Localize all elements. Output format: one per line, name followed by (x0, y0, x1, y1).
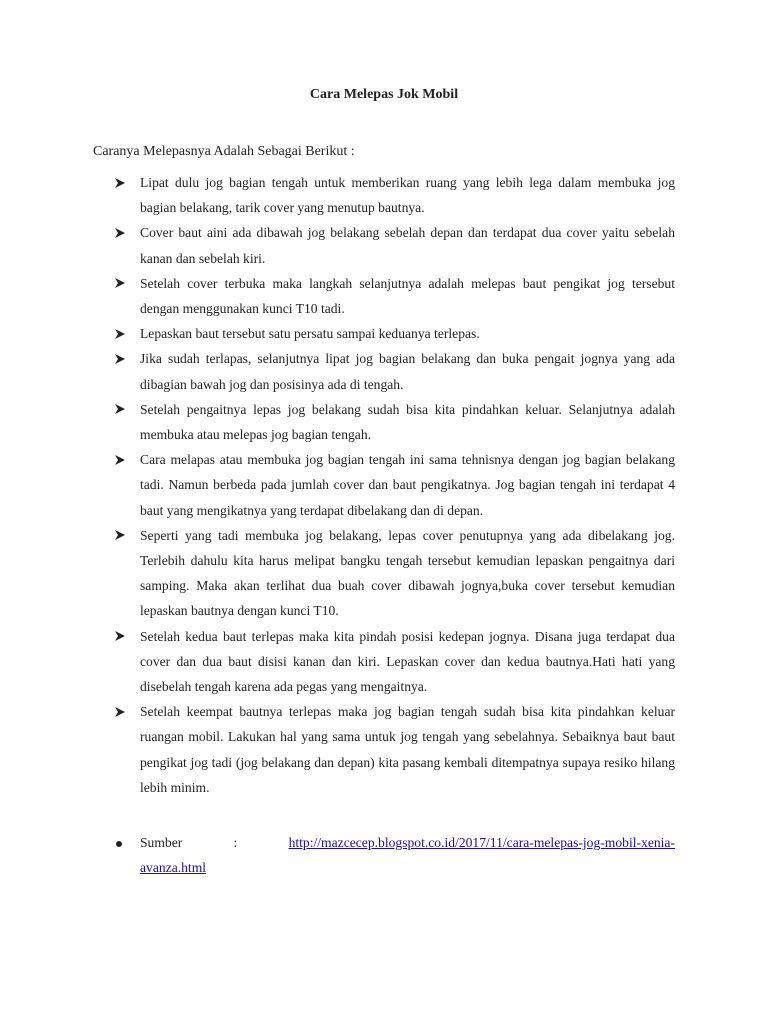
list-item (0, 624, 675, 700)
arrowhead-bullet-icon (114, 397, 128, 422)
step-text: Cara melapas atau membuka jog bagian tengah ini sama tehnisnya dengan jog bagian belakang tadi. Namun berbeda pada jumlah cover dan baut pengikatnya. Jog bagian tengah ini terdapat 4 baut yang mengikatnya yang terdapat dibelakang dan di depan. (140, 452, 675, 518)
arrowhead-bullet-icon (114, 346, 128, 371)
list-item (0, 346, 675, 396)
step-text: Setelah pengaitnya lepas jog belakang sudah bisa kita pindahkan keluar. Selanjutnya adalah membuka atau melepas jog bagian tengah. (140, 401, 675, 443)
list-item (0, 170, 675, 220)
arrowhead-bullet-icon (114, 523, 128, 548)
step-text: Lepaskan baut tersebut satu persatu sampai keduanya terlepas. (140, 326, 480, 342)
step-text: Lipat dulu jog bagian tengah untuk memberikan ruang yang lebih lega dalam membuka jog bagian belakang, tarik cover yang menutup bautnya. (140, 175, 675, 216)
document-title: Cara Melepas Jok Mobil (309, 87, 459, 102)
step-text: Setelah keempat bautnya terlepas maka jog bagian tengah sudah bisa kita pindahkan keluar ruangan mobil. Lakukan hal yang sama untuk jog tengah yang sebelahnya. Sebaiknya baut baut pengikat jog tadi (jog belakang dan depan) kita pasang kembali ditempatnya supaya resiko hilang lebih minim. (140, 704, 675, 795)
list-item (0, 397, 675, 447)
list-item (0, 321, 675, 346)
step-text: Jika sudah terlapas, selanjutnya lipat jog bagian belakang dan buka pengait jognya yang ada dibagian bawah jog dan posisinya ada di tengah. (140, 351, 675, 392)
step-text: Cover baut aini ada dibawah jog belakang sebelah depan dan terdapat dua cover yaitu sebelah kanan dan sebelah kiri. (140, 225, 675, 266)
source-link-continued[interactable]: avanza.html (140, 860, 207, 876)
source-label: Sumber (140, 835, 183, 850)
arrowhead-bullet-icon (114, 220, 128, 245)
list-item (0, 271, 675, 321)
step-text: Seperti yang tadi membuka jog belakang, lepas cover penutupnya yang ada dibelakang jog. Terlebih dahulu kita harus melipat bangku tengah tersebut kemudian lepaskan pengaitnya dari samping. Maka akan terlihat dua buah cover dibawah jognya,buka cover tersebut kemudian lepaskan bautnya dengan kunci T10. (140, 527, 675, 619)
intro-text: Caranya Melepasnya Adalah Sebagai Berikut : (93, 144, 355, 159)
arrowhead-bullet-icon (114, 447, 128, 472)
list-item (0, 699, 675, 800)
arrowhead-bullet-icon (114, 170, 128, 195)
list-item (0, 447, 675, 523)
step-text: Setelah kedua baut terlepas maka kita pindah posisi kedepan jognya. Disana juga terdapat dua cover dan dua baut disisi kanan dan kiri. Lepaskan cover dan kedua bautnya.Hati hati yang disebelah tengah karena ada pegas yang mengaitnya. (140, 628, 675, 695)
list-item (0, 220, 675, 270)
source-text (140, 830, 675, 880)
source-colon: : (233, 835, 238, 850)
round-bullet-icon (116, 841, 122, 847)
arrowhead-bullet-icon (114, 321, 128, 346)
source-link[interactable]: http://mazcecep.blogspot.co.id/2017/11/cara-melepas-jog-mobil-xenia- (288, 835, 675, 850)
arrowhead-bullet-icon (114, 624, 128, 649)
step-text: Setelah cover terbuka maka langkah selanjutnya adalah melepas baut pengikat jog tersebut dengan menggunakan kunci T10 tadi. (140, 275, 675, 317)
arrowhead-bullet-icon (114, 699, 128, 724)
arrowhead-bullet-icon (114, 271, 128, 296)
list-item (0, 523, 675, 624)
steps-list (0, 170, 675, 800)
